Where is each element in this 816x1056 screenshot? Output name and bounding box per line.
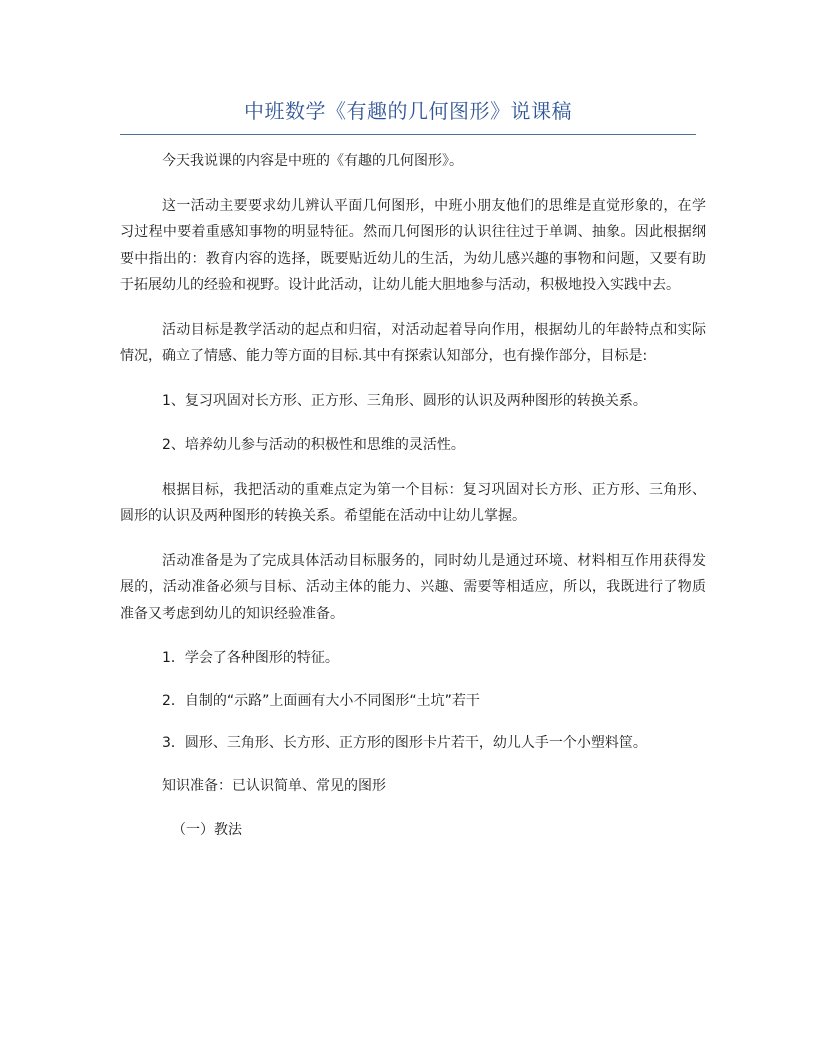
document-title: 中班数学《有趣的几何图形》说课稿 bbox=[244, 99, 572, 123]
paragraph-rationale: 这一活动主要要求幼儿辨认平面几何图形，中班小朋友他们的思维是直觉形象的，在学习过程中要着重感知事物的明显特征。然而几何图形的认识往往过于单调、抽象。因此根据纲要中指出的：教育内容的选择，既要贴近幼儿的生活，为幼儿感兴趣的事物和问题，又要有助于拓展幼儿的经验和视野。设计此活动，让幼儿能大胆地参与活动，积极地投入实践中去。 bbox=[120, 197, 706, 293]
paragraph-knowledge-prep: 知识准备：已认识简单、常见的图形 bbox=[162, 777, 386, 794]
section-heading-teaching-method: （一）教法 bbox=[172, 822, 242, 838]
document-body bbox=[120, 148, 706, 844]
paragraph-preparation: 活动准备是为了完成具体活动目标服务的，同时幼儿是通过环境、材料相互作用获得发展的，活动准备必须与目标、活动主体的能力、兴趣、需要等相适应，所以，我既进行了物质准备又考虑到幼儿的知识经验准备。 bbox=[120, 552, 706, 622]
paragraph-objective-1: 1、复习巩固对长方形、正方形、三角形、圆形的认识及两种图形的转换关系。 bbox=[162, 392, 647, 409]
title-block bbox=[120, 96, 696, 135]
paragraph-objective-2: 2、培养幼儿参与活动的积极性和思维的灵活性。 bbox=[162, 437, 465, 453]
paragraph-key-points: 根据目标，我把活动的重难点定为第一个目标：复习巩固对长方形、正方形、三角形、圆形的认识及两种图形的转换关系。希望能在活动中让幼儿掌握。 bbox=[120, 481, 706, 524]
paragraph-objectives: 活动目标是教学活动的起点和归宿，对活动起着导向作用，根据幼儿的年龄特点和实际情况，确立了情感、能力等方面的目标.其中有探索认知部分，也有操作部分，目标是: bbox=[120, 321, 706, 364]
paragraph-prep-item-1: 1．学会了各种图形的特征。 bbox=[162, 650, 339, 666]
paragraph-prep-item-3: 3．圆形、三角形、长方形、正方形的图形卡片若干，幼儿人手一个小塑料筐。 bbox=[162, 735, 647, 751]
paragraph-prep-item-2: 2．自制的“示路”上面画有大小不同图形“土坑”若干 bbox=[162, 692, 480, 709]
paragraph-intro: 今天我说课的内容是中班的《有趣的几何图形》。 bbox=[162, 153, 463, 169]
